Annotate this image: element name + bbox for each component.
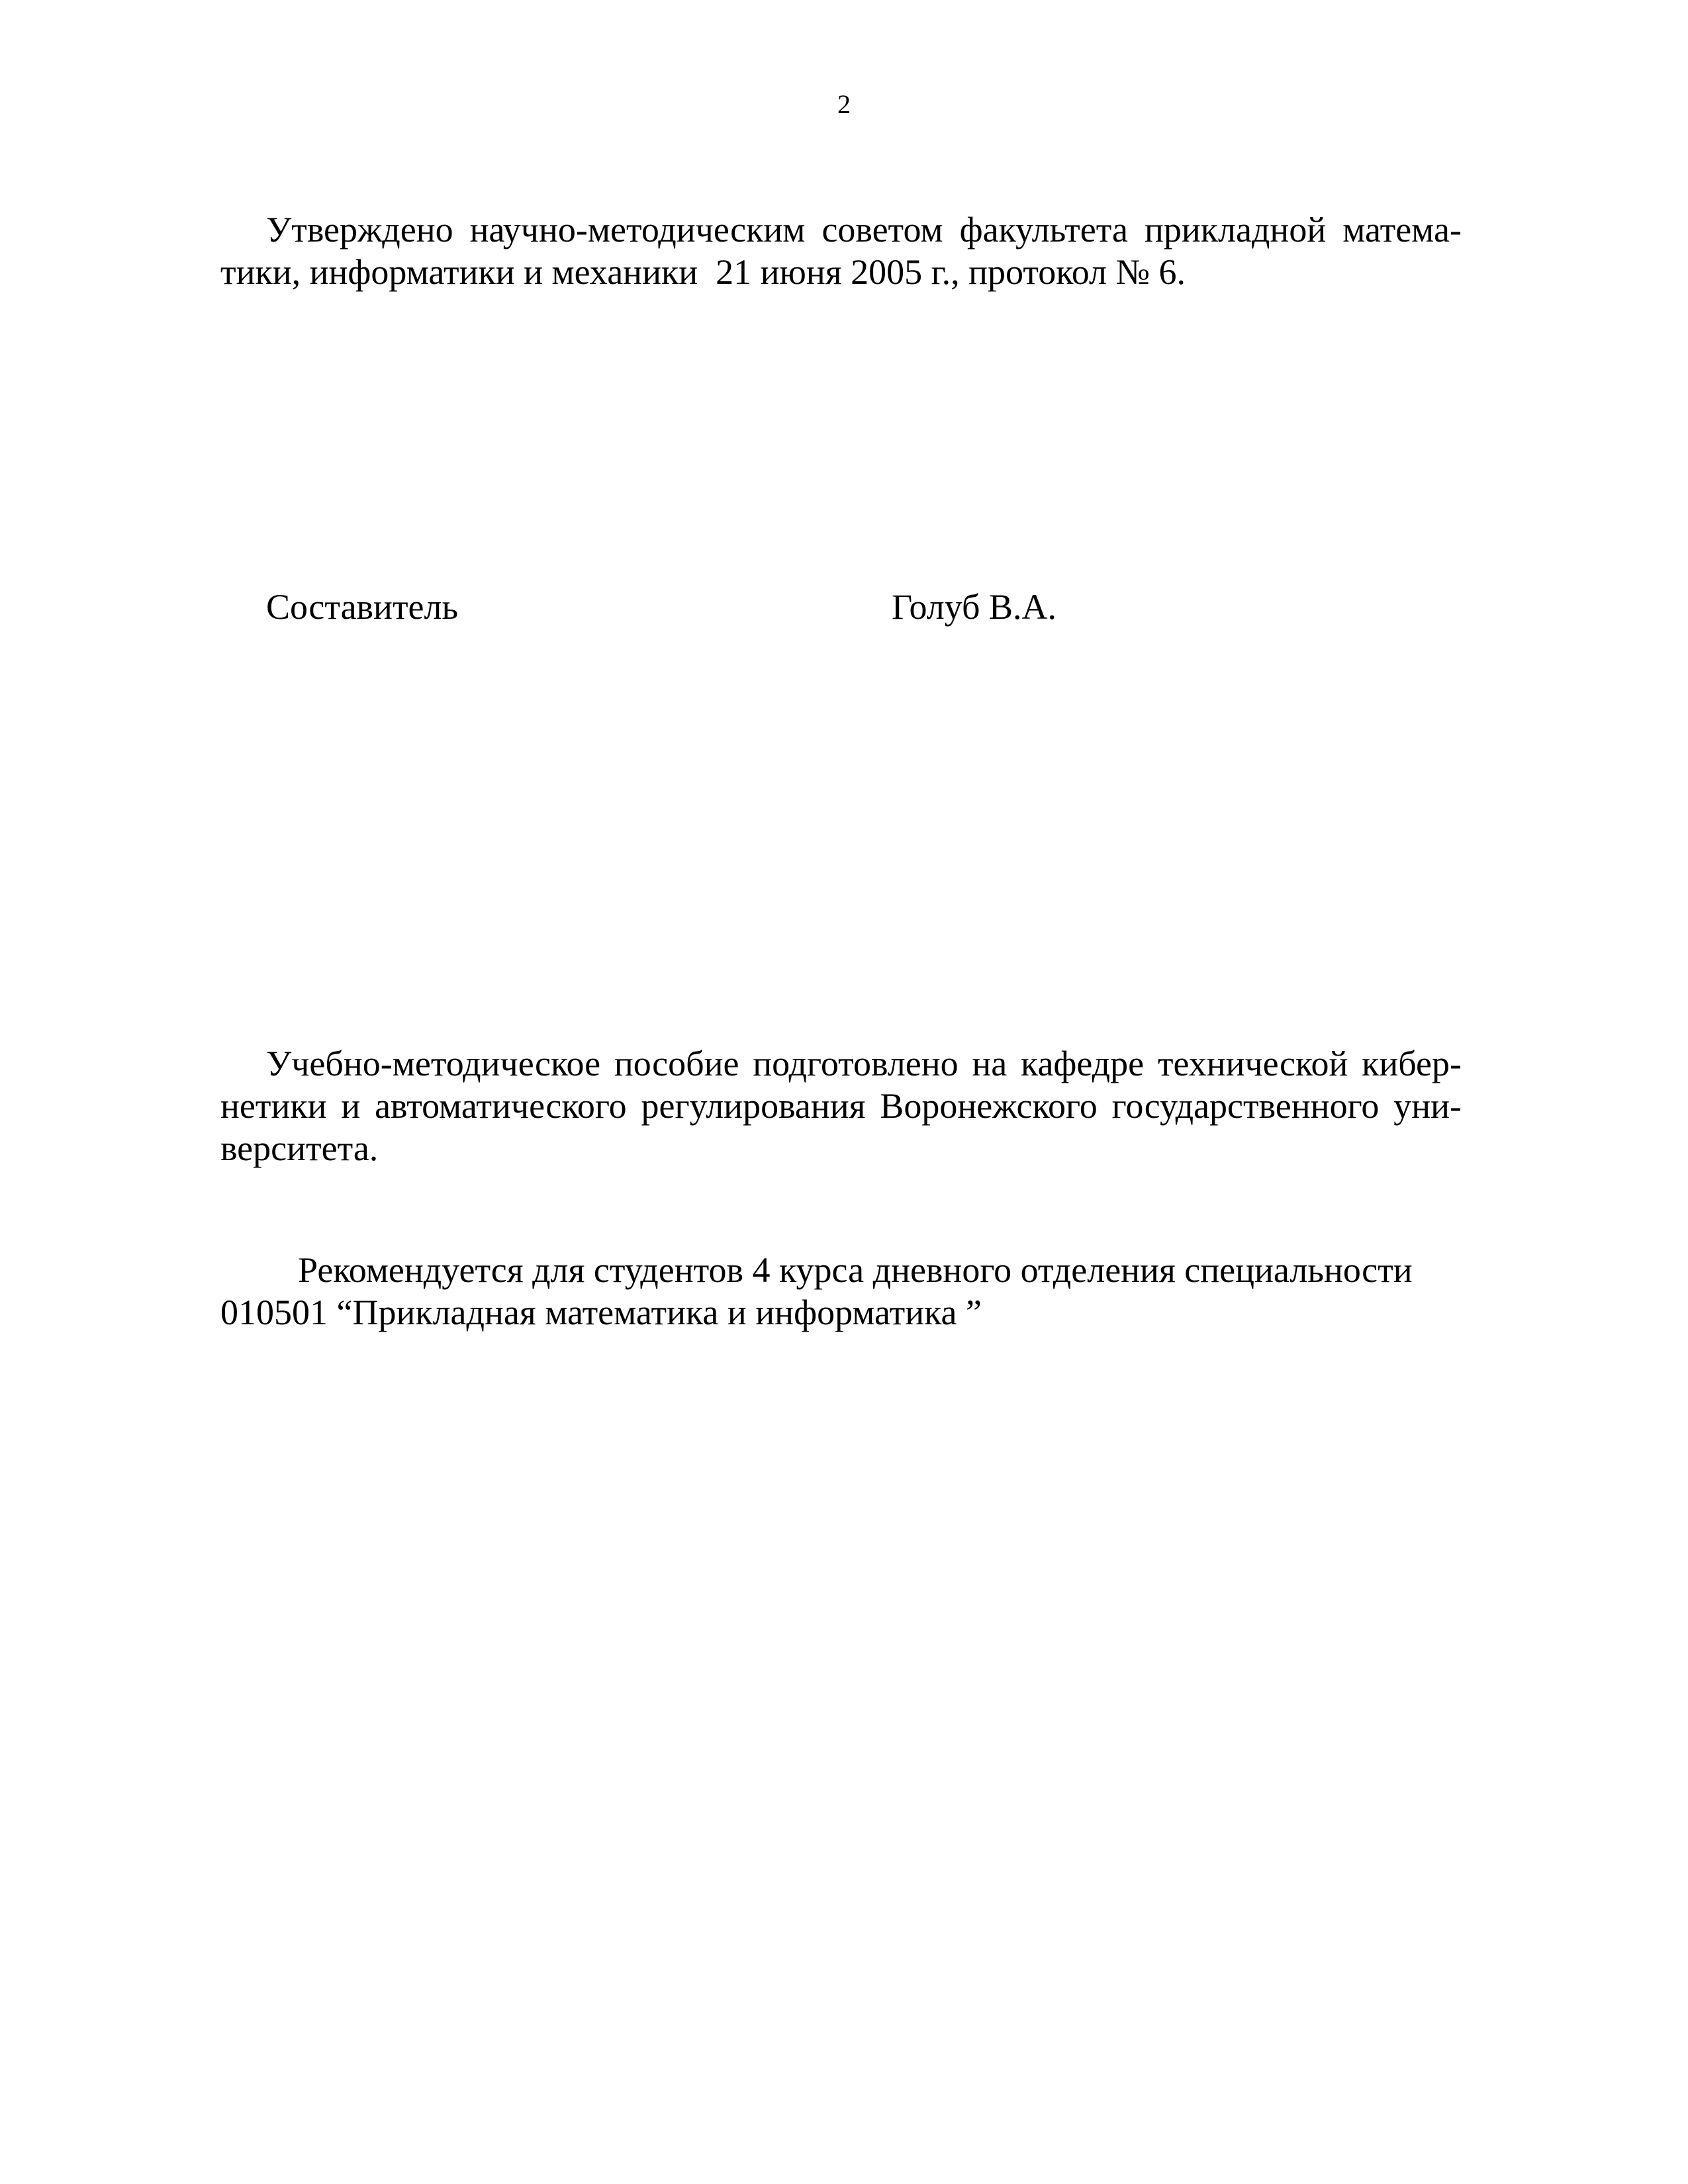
word: кибер-: [1362, 1044, 1462, 1083]
compiler-label: Составитель: [266, 587, 459, 627]
word: технической: [1157, 1044, 1348, 1083]
approval-line-1: [266, 212, 1462, 248]
word: факультета: [959, 210, 1128, 250]
recommendation-line-1: Рекомендуется для студентов 4 курса дневного отделения специальности: [298, 1250, 1413, 1290]
word: Учебно-методическое: [266, 1044, 601, 1083]
approval-line-2: тики, информатики и механики 21 июня 2005 г., протокол № 6.: [220, 252, 1186, 292]
word: нетики: [220, 1086, 327, 1126]
recommendation-line-2: 010501 “Прикладная математика и информатика ”: [220, 1293, 982, 1332]
preparation-line-1: [266, 1046, 1462, 1081]
word: уни-: [1393, 1086, 1462, 1126]
word: Утверждено: [266, 210, 453, 250]
word: на: [972, 1044, 1008, 1083]
word: и: [341, 1086, 361, 1126]
word: регулирования: [641, 1086, 866, 1126]
compiler-name: Голуб В.А.: [892, 587, 1056, 627]
preparation-line-2: [220, 1088, 1462, 1124]
word: советом: [821, 210, 943, 250]
word: матема-: [1342, 210, 1462, 250]
word: государственного: [1111, 1086, 1380, 1126]
word: автоматического: [375, 1086, 627, 1126]
word: научно-методическим: [469, 210, 806, 250]
word: подготовлено: [753, 1044, 959, 1083]
word: кафедре: [1021, 1044, 1145, 1083]
word: прикладной: [1145, 210, 1327, 250]
preparation-line-3: верситета.: [220, 1128, 379, 1168]
word: Воронежского: [880, 1086, 1098, 1126]
page-number: 2: [837, 89, 851, 119]
word: пособие: [614, 1044, 739, 1083]
